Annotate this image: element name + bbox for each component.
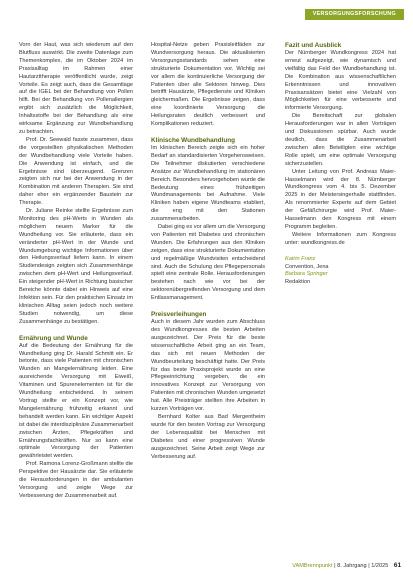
magazine-name: VAMBrennpunkt: [292, 563, 333, 569]
paragraph: Im klinischen Bereich zeigte sich ein hoher Bedarf an standardisierten Vorgehensweisen. Die Teilnehmer diskutierten verschiedene Ansätze zur Wundbehandlung im stationären Bereich. Besonders hervorgehoben wurde die Bedeutung eines frühzeitigen Wundmanagements bei Aufnahme. Viele Kliniken haben eigene Wundteams etabliert, die eng mit den Stationen zusammenarbeiten.: [151, 144, 265, 223]
paragraph: Dabei ging es vor allem um die Versorgung von Patienten mit Diabetes und chronischen Wunden. Die Erfahrungen aus den Kliniken zeigen, dass eine strukturierte Dokumentation und regelmäßige Wundvisiten entscheidend sind. Auch die Schulung des Pflegepersonals spielt eine zentrale Rolle. Heraus​forderungen bestehen nach wie vor bei der sektorenübergreifenden Versorgung und dem Entlassmanagement.: [151, 224, 265, 302]
author-name: Katrin Franz: [285, 255, 316, 262]
section-heading: Ernährung und Wunde: [19, 334, 88, 342]
section-heading: Klinische Wundbehandlung: [151, 136, 236, 144]
paragraph: Bernhard Kolter aus Bad Mergentheim wurde für den besten Vortrag zur Versorgung der Lebensqualität bei Menschen mit Diabetes und einer progressiven Wunde ausgezeichnet. Seine Arbeit zeigt Wege zur Verbesserung auf.: [151, 413, 265, 460]
paragraph: Auch in diesem Jahr wurden zum Abschluss des Wundkongresses die besten Arbeiten ausgezeichnet. Der Preis für die beste wissenschaftliche Arbeit ging an ein Team, das sich mit neuen Methoden der Wundbeurteilung beschäftigt hatte. Der Preis für das beste Praxisprojekt wurde an eine Pflegeeinrichtung vergeben, die ein innovatives Konzept zur Versorgung von Patienten mit chronischen Wunden umgesetzt hat. Alle Preisträger stellten ihre Arbeiten in kurzen Vorträgen vor.: [151, 319, 266, 413]
paragraph: Dr. Juliane Reinke stellte Ergebnisse zum Monitoring des pH-Werts in Wunden als möglichem neuem Marker für die Wundheilung vor. Sie erläuterte, dass ein veränderter pH-Wert in der Wunde und Wundumgebung wichtige Informationen über den Heilungsverlauf liefern kann. In einem Studiendesign zeigten sich Zusammenhänge zwischen dem pH-Wert und Heilungsverlauf. Ein steigender pH-Wert in Richtung basischer Bereiche könnte dabei ein Hinweis auf eine Infektion sein. Für den praktischen Einsatz im klinischen Alltag seien jedoch noch weitere Studien notwendig, um diese Zusammenhänge zu bestätigen.: [19, 208, 133, 325]
section-tag: VERSORGUNGSFORSCHUNG: [305, 9, 404, 20]
author-role: Redaktion: [285, 279, 311, 286]
page-number: 61: [393, 562, 401, 569]
author-role: Convention, Jena: [285, 263, 329, 270]
section-heading: Fazit und Ausblick: [285, 42, 342, 49]
paragraph: Hospital-Netze geben Praxisleitfäden zur Wundversorgung heraus. Die aktualisierten Versorgungsstandards sehen eine strukturierte Dokumentation vor. Wichtig sei vor allem die kontinuierliche Versorgung der Patienten über alle Sektoren hinweg. Dies betrifft Hausärzte, Pflegedienste und Kliniken gleichermaßen. Die Ergebnisse zeigen, dass eine koordinierte Versorgung die Heilungsraten deutlich verbessert und Komplikationen reduziert.: [151, 42, 265, 128]
column-1: [19, 42, 133, 501]
issue-info: | 8. Jahrgang | 1/2025: [334, 563, 389, 569]
column-2: [151, 42, 265, 461]
paragraph: Prof. Ramona Lorenz-Großmann stellte die Perspektive der Hausärzte dar. Sie erläuterte die Herausforderungen in der ambulanten Versorgung und zeigte Wege zur Verbesserung der Zusammenarbeit auf.: [19, 461, 133, 499]
paragraph: Die Bereitschaft zur globalen Herausforderungen war in allen Vorträgen und Diskussionen spürbar. Auch wurde deutlich, dass die Zusammenarbeit zwischen allen Beteiligten eine wichtige Rolle spielt, um eine optimale Versorgung sicherzustellen.: [285, 113, 396, 167]
paragraph: Unter Leitung von Prof. Andreas Maier-Hasselmann wird der 8. Nürnberger Wundkongress vom 4. bis 5. Dezember 2025 in der Meistersingerhalle stattfinden. Als renommierter Experte auf dem Gebiet der Gefäßchirurgie wird Prof. Maier-Hasselmann den Kongress mit einem Programm begleiten.: [285, 168, 396, 230]
paragraph: Vorn der Haut, was sich wiederum auf den Blutfluss auswirkt. Die zweite Datenlage zum Themenkomplex, die im Oktober 2024 im Praxisalltag im Rahmen einer Hautarzttherapie veröffentlicht wurde, zeigt Vorteile. Es zeigt auch, dass die Gesamtlage auf die IGEL bei der Behandlung von Pollen hilft. Bei der Behandlung von Pollenallergien ergibt sich zusätzlich die Möglichkeit, Inhaltsstoffe bei der Behandlung als eine wirksame Ergänzung zur Wundbehandlung zu betrachten.: [19, 42, 133, 135]
paragraph: Der Nürnberger Wundkongress 2024 hat erneut aufgezeigt, wie dynamisch und vielfältig das Feld der Wundbehandlung ist. Die Kombination aus wissenschaftlichen Erkenntnissen und innovativen Praxisansätzen bietet eine Vielzahl von Möglichkeiten für eine verbesserte und informierte Versorgung.: [285, 50, 396, 112]
column-3: [285, 42, 396, 287]
paragraph: Prof. Dr. Seewald fasste zusammen, dass die vorgestellten physikalischen Methoden der Wundbehandlung viele Vorteile haben. Die Anwendung ist einfach, und die Ergebnisse sind überzeugend. Grenzen zeigten sich nur bei der Anwendung in der Kombination mit anderen Therapien. Sie sind daher eher ein ergänzender Baustein zur Therapie.: [19, 136, 133, 207]
paragraph: Weitere Informationen zum Kongress unter: wundkongress.de: [285, 231, 396, 246]
author-name: Barbara Springer: [285, 271, 328, 278]
page-footer: [292, 562, 401, 569]
paragraph: Auf die Bedeutung der Ernährung für die Wundheilung ging Dr. Harald Schmitt ein. Er betonte, dass viele Patienten mit chronischen Wunden an Mangelernährung leiden. Eine ausreichende Versorgung mit Eiweiß, Vitaminen und Spurenelementen ist für die Wundheilung entscheidend. In seinem Vortrag stellte er ein Konzept vor, wie Mangelernährung frühzeitig erkannt und behandelt werden kann. Ein wichtiger Aspekt ist dabei die interdisziplinäre Zusammenarbeit zwischen Ärzten, Pflegekräften und Ernährungsfachkräften. Nur so kann eine optimale Versorgung der Patienten gewährleistet werden.: [19, 342, 133, 460]
section-heading: Preisverleihungen: [151, 311, 207, 319]
